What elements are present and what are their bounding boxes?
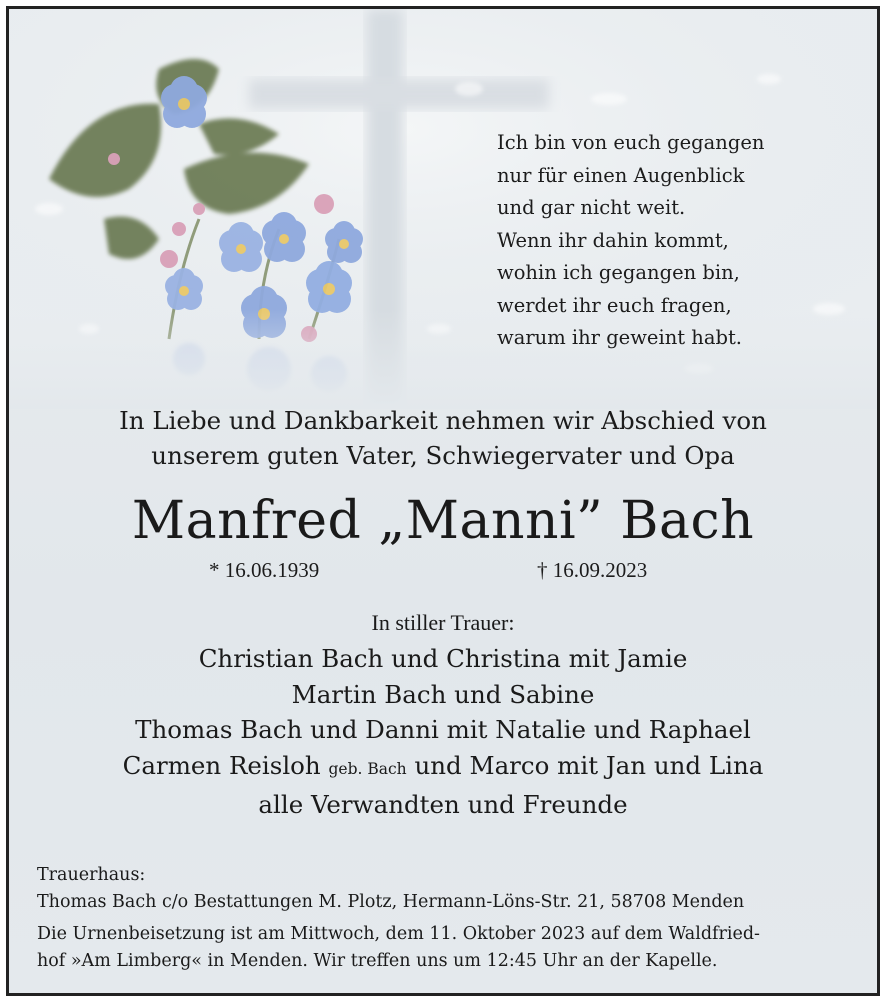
poem-line: warum ihr geweint habt. <box>497 326 742 349</box>
burial-line-2: hof »Am Limberg« in Menden. Wir treffen uns um 12:45 Uhr an der Kapelle. <box>37 951 718 971</box>
death-date: † 16.09.2023 <box>537 558 648 582</box>
mourner-line: alle Verwandten und Freunde <box>258 790 628 819</box>
mourner-line: Thomas Bach und Danni mit Natalie und Raphael <box>135 715 751 744</box>
poem-line: werdet ihr euch fragen, <box>497 293 732 317</box>
deceased-name: Manfred „Manni” Bach <box>131 491 755 551</box>
poem-line: und gar nicht weit. <box>497 196 686 219</box>
obituary-frame <box>6 6 880 996</box>
mourner-name: Carmen Reisloh <box>122 750 329 780</box>
burial-line-1: Die Urnenbeisetzung ist am Mittwoch, dem 11. Oktober 2023 auf dem Waldfried- <box>37 924 760 944</box>
house-address: Thomas Bach c/o Bestattungen M. Plotz, Hermann-Löns-Str. 21, 58708 Menden <box>37 892 745 912</box>
mourner-line: Martin Bach und Sabine <box>291 679 595 709</box>
maiden-name-note: geb. Bach <box>328 759 407 778</box>
funeral-info <box>37 862 857 975</box>
poem-line: nur für einen Augenblick <box>497 163 745 187</box>
intro-line-1: In Liebe und Dankbarkeit nehmen wir Abschied von <box>119 406 767 435</box>
poem-line: Ich bin von euch gegangen <box>497 131 765 154</box>
mourning-heading: In stiller Trauer: <box>371 610 515 635</box>
poem-line: Wenn ihr dahin kommt, <box>497 228 729 252</box>
mourner-line <box>9 748 877 788</box>
intro-line-2: unserem guten Vater, Schwiegervater und Opa <box>151 441 735 470</box>
mourner-partner: und Marco mit Jan und Lina <box>406 750 764 780</box>
poem <box>497 127 857 355</box>
birth-date: * 16.06.1939 <box>209 558 320 582</box>
intro-text <box>9 403 877 473</box>
mourners-list <box>9 641 877 823</box>
house-label: Trauerhaus: <box>37 865 146 885</box>
mourner-line: Christian Bach und Christina mit Jamie <box>198 644 688 673</box>
poem-line: wohin ich gegangen bin, <box>497 261 740 284</box>
